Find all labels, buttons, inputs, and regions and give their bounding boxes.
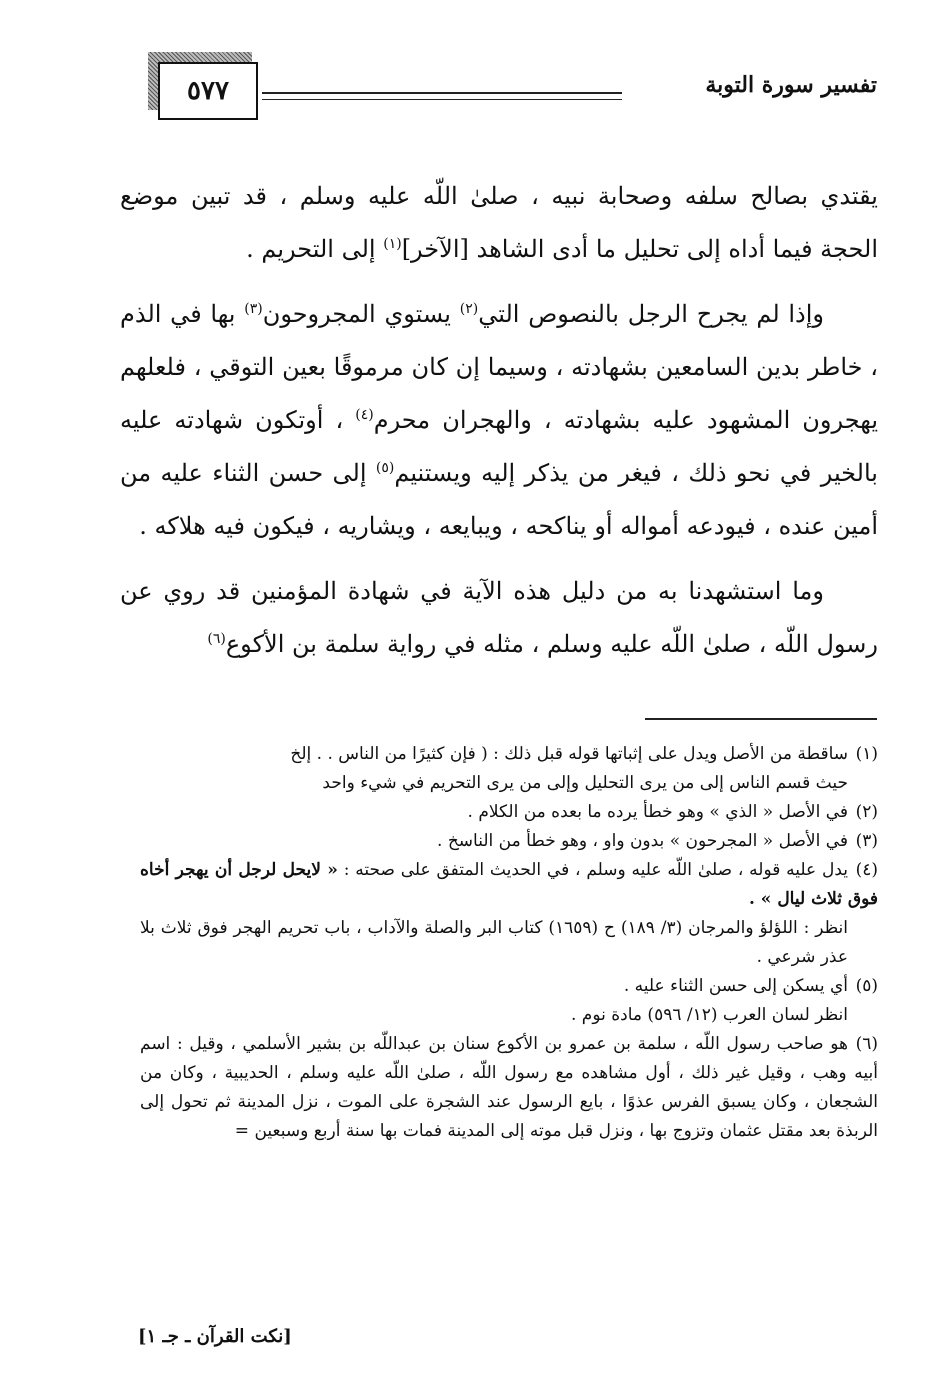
footnote-3 [140, 827, 878, 856]
footnote-1 [140, 740, 878, 769]
footnote-ref-4: (٤) [355, 407, 374, 423]
hadith-quote: « لايحل لرجل أن يهجر أخاه فوق ثلاث ليال » . [140, 860, 878, 909]
footnote-text: في الأصل « المجرحون » بدون واو ، وهو خطأ من الناسخ . [437, 831, 848, 851]
paragraph-2 [120, 288, 878, 553]
footnote-number: (٦) [855, 1034, 878, 1054]
footnote-ref-6: (٦) [207, 631, 226, 647]
footnote-text: هو صاحب رسول اللّه ، سلمة بن عمرو بن الأكوع سنان بن عبداللّه بن بشير الأسلمي ، وقيل : اسم أبيه وهب ، وقيل غير ذلك ، أول مشاهده مع رسول اللّه ، صلىٰ اللّه عليه وسلم ، الحديبية ، وكان من الشجعان ، وكان يسبق الفرس عذوًا ، بايع الرسول عند الشجرة على الموت ، نزل المدينة ثم تحول إلى الربذة بعد مقتل عثمان وتزوج بها ، ونزل قبل موته إلى المدينة فمات بها سنة أربع وسبعين = [140, 1034, 878, 1141]
footnote-number: (٢) [855, 802, 878, 822]
footnote-ref-3: (٣) [244, 301, 263, 317]
footnote-ref-2: (٢) [459, 301, 479, 317]
paragraph-1 [120, 170, 878, 276]
footnotes [140, 740, 878, 1146]
footnote-ref-1: (١) [383, 236, 402, 252]
footnote-number: (٥) [855, 976, 878, 996]
book-signature: [نكت القرآن ـ جـ ١] [138, 1326, 292, 1347]
running-title: تفسير سورة التوبة [705, 72, 877, 98]
page-number: ٥٧٧ [187, 76, 229, 106]
paragraph-1-text-end: إلى التحريم . [246, 235, 384, 263]
footnote-number: (٤) [855, 860, 878, 880]
footnote-separator [645, 718, 877, 720]
paragraph-2-text-e: إلى حسن الثناء عليه من أمين عنده ، فيودعه أمواله أو يناكحه ، ويبايعه ، ويشاريه ، فيكون فيه هلاكه . [120, 459, 878, 540]
footnote-5 [140, 972, 878, 1001]
footnote-text: ساقطة من الأصل ويدل على إثباتها قوله قبل ذلك : ( فإن كثيرًا من الناس . . إلخ [290, 744, 848, 764]
paragraph-2-text-a: وإذا لم يجرح الرجل بالنصوص التي [478, 300, 825, 328]
footnote-4-continuation: انظر : اللؤلؤ والمرجان (٣/ ١٨٩) ح (١٦٥٩) كتاب البر والصلة والآداب ، باب تحريم الهجر فوق ثلاث بلا عذر شرعي . [140, 918, 848, 967]
footnote-number: (٣) [855, 831, 878, 851]
footnote-ref-5: (٥) [375, 460, 395, 476]
footnote-4 [140, 856, 878, 914]
footnote-text: أي يسكن إلى حسن الثناء عليه . [623, 976, 848, 996]
paragraph-1-text: يقتدي بصالح سلفه وصحابة نبيه ، صلىٰ اللّه عليه وسلم ، قد تبين موضع الحجة فيما أداه إلى تحليل ما أدى الشاهد [الآخر] [120, 182, 878, 263]
page-number-box [158, 62, 258, 120]
paragraph-2-text-d: ، أوتكون شهادته عليه بالخير في نحو ذلك ، فيغر من يذكر إليه ويستنيم [120, 406, 878, 487]
footnote-text: يدل عليه قوله ، صلىٰ اللّه عليه وسلم ، في الحديث المتفق على صحته : [337, 860, 848, 880]
footnote-1-continuation: حيث قسم الناس إلى من يرى التحليل وإلى من يرى التحريم في شيء واحد [322, 773, 848, 793]
footnote-text: في الأصل « الذي » وهو خطأ يرده ما بعده من الكلام . [467, 802, 848, 822]
paragraph-3 [120, 565, 878, 671]
footnote-2 [140, 798, 878, 827]
paragraph-2-text-c: بها في الذم ، خاطر بدين السامعين بشهادته ، وسيما إن كان مرموقًا بعين التوقي ، فلعلهم يهجرون المشهود عليه بشهادته ، والهجران محرم [120, 300, 878, 434]
header-rule [262, 92, 622, 100]
footnote-6 [140, 1030, 878, 1146]
main-text [120, 170, 878, 683]
footnote-number: (١) [855, 744, 878, 764]
footnote-5-continuation: انظر لسان العرب (١٢/ ٥٩٦) مادة نوم . [571, 1005, 848, 1025]
paragraph-2-text-b: يستوي المجروحون [262, 300, 460, 328]
paragraph-3-text: وما استشهدنا به من دليل هذه الآية في شهادة المؤمنين قد روي عن رسول اللّه ، صلىٰ اللّه عليه وسلم ، مثله في رواية سلمة بن الأكوع [120, 577, 878, 658]
